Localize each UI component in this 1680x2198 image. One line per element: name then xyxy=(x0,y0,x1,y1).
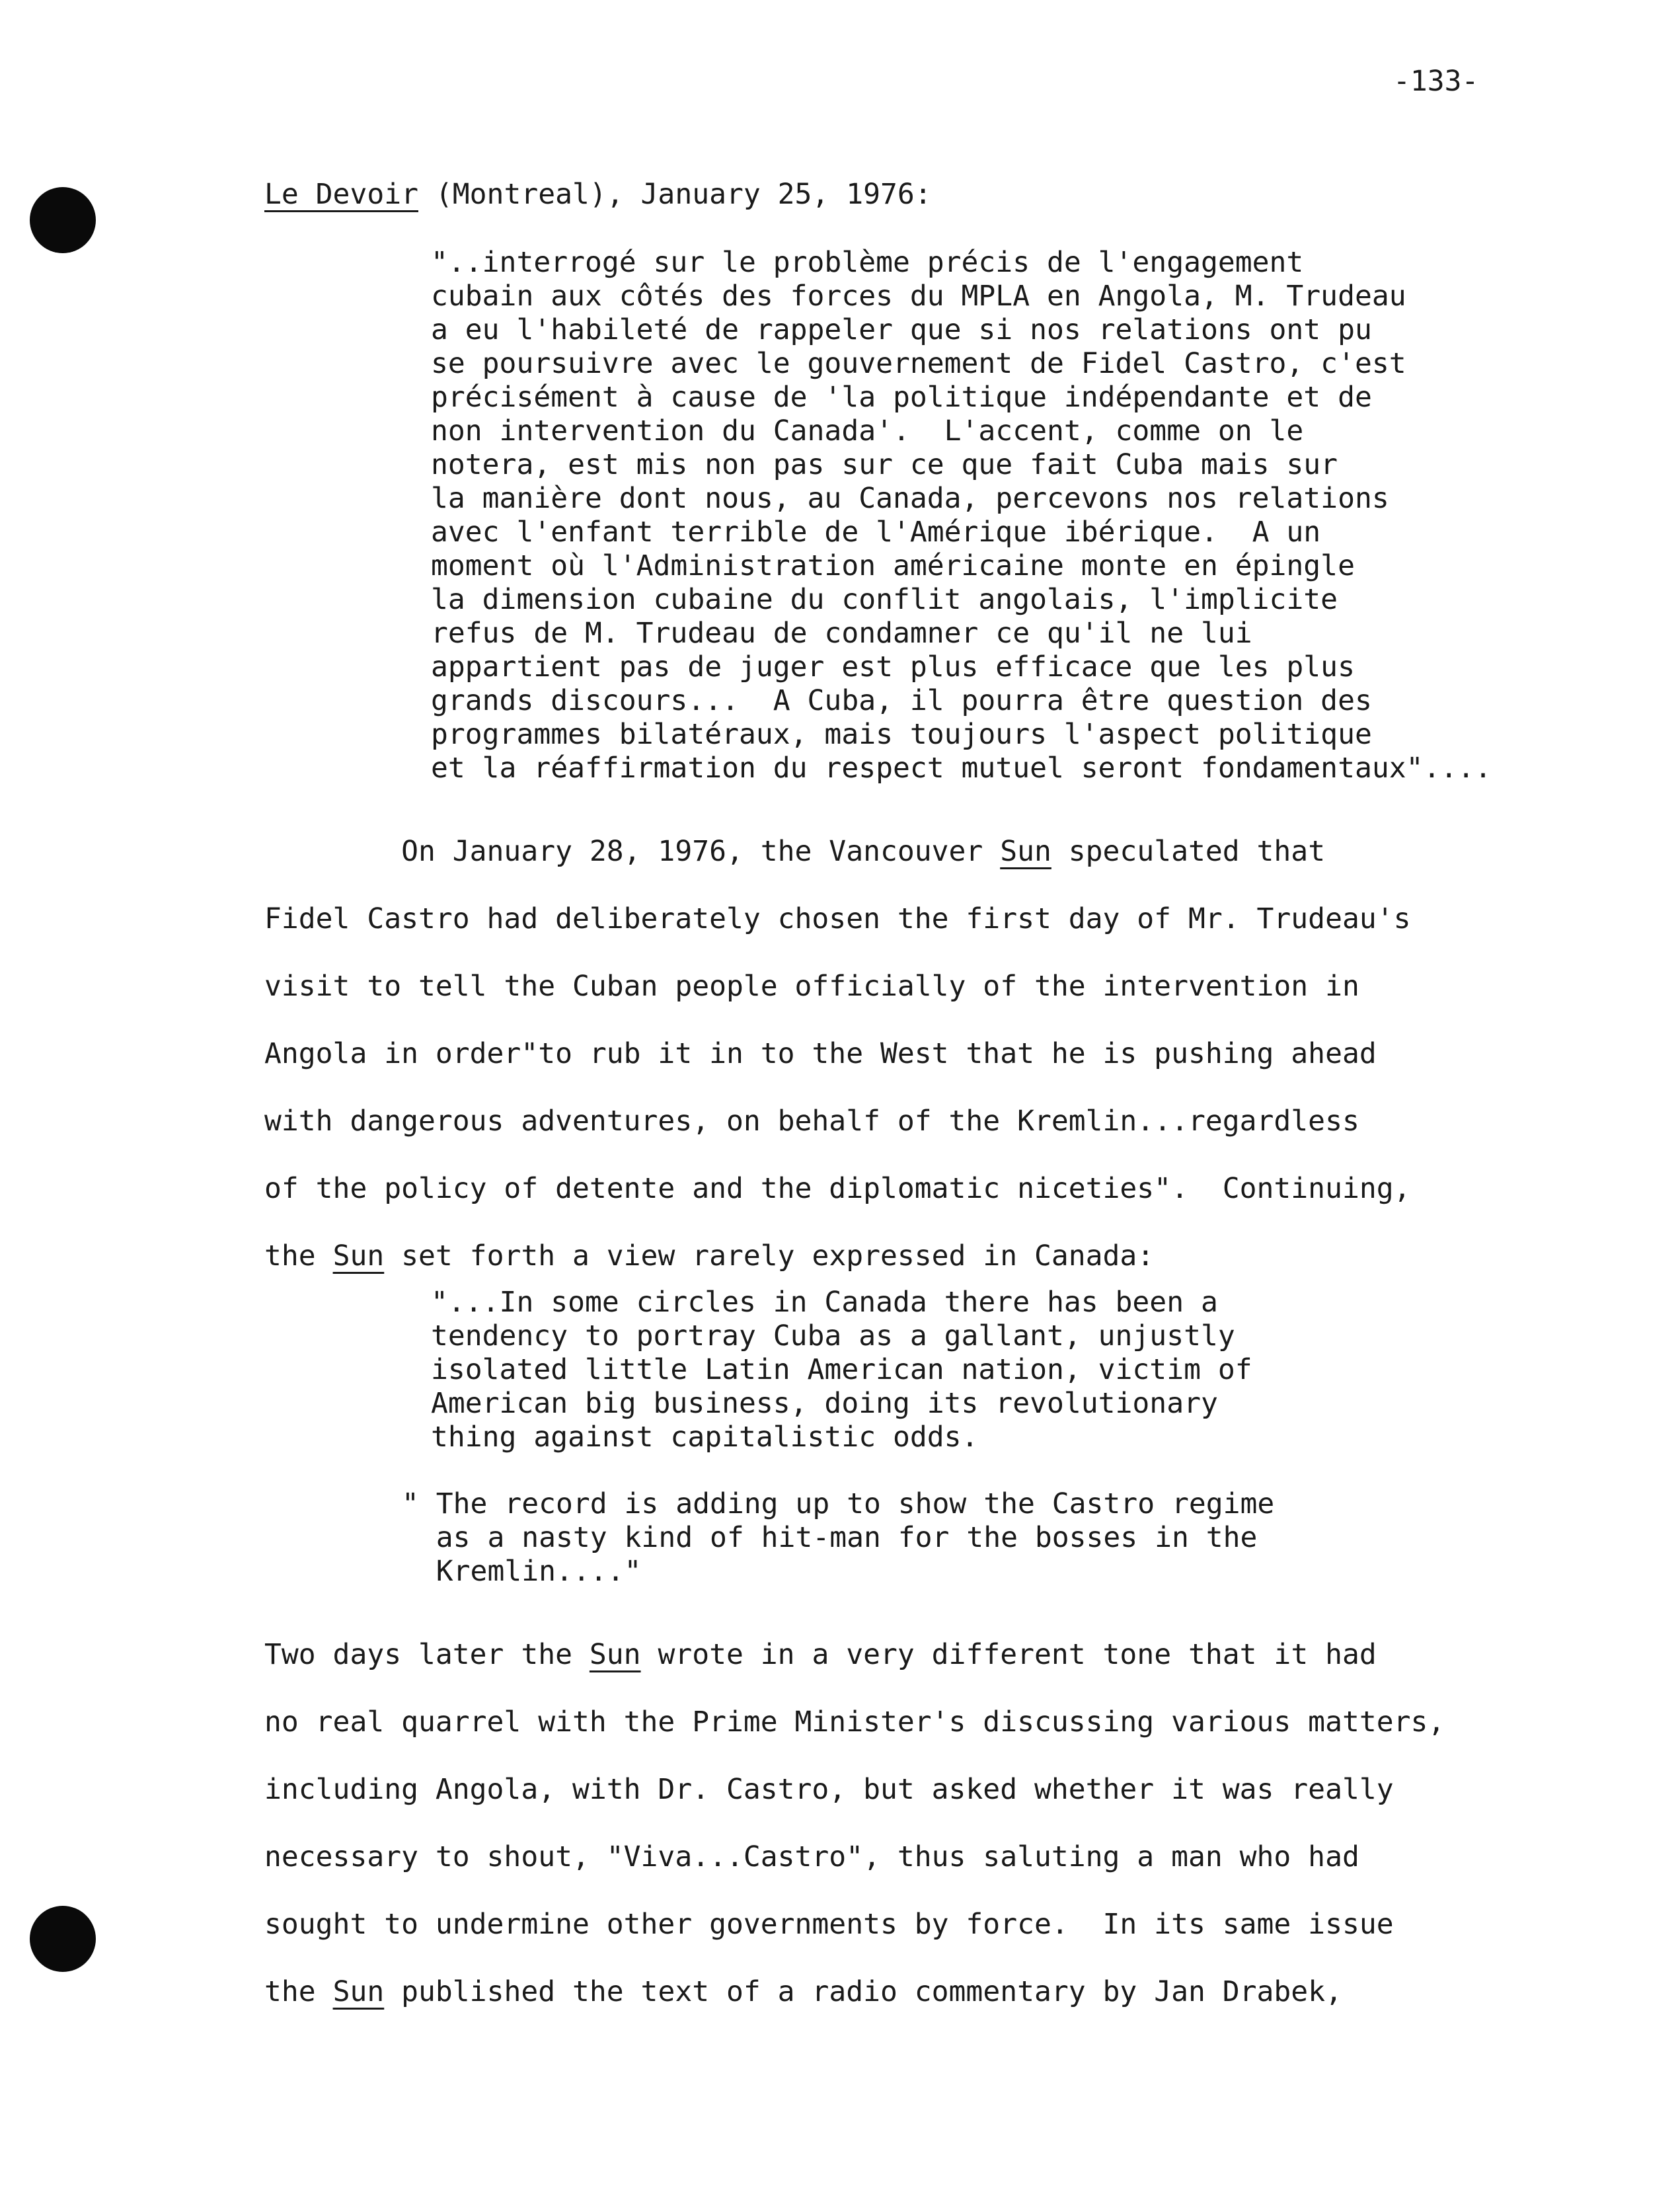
body-text: wrote in a very different tone that it had no real quarrel with the Prime Minister's discussing various matters, including Angola, with Dr. Castro, but asked whether it was really necessary to shout, "Viva...Castro", thus saluting a man who had sought to undermine other governments by force. In its same issue the xyxy=(264,1638,1445,2008)
source-header xyxy=(264,177,932,212)
sun-quotation-1: "...In some circles in Canada there has been a tendency to portray Cuba as a gallant, unjustly isolated little Latin American nation, victim of American big business, doing its revolutionary thing against capitalistic odds. xyxy=(431,1286,1252,1454)
sun-quotation-2: " The record is adding up to show the Castro regime as a nasty kind of hit-man for the bosses in the Kremlin...." xyxy=(402,1487,1275,1588)
french-quotation: "..interrogé sur le problème précis de l'engagement cubain aux côtés des forces du MPLA en Angola, M. Trudeau a eu l'habileté de rappeler que si nos relations ont pu se poursuivre avec le gouvernement de Fidel Castro, c'est précisément à cause de 'la politique indépendante et de non intervention du Canada'. L'accent, comme on le notera, est mis non pas sur ce que fait Cuba mais sur la manière dont nous, au Canada, percevons nos relations avec l'enfant terrible de l'Amérique ibérique. A un moment où l'Administration américaine monte en épingle la dimension cubaine du conflit angolais, l'implicite refus de M. Trudeau de condamner ce qu'il ne lui appartient pas de juger est plus efficace que les plus grands discours... A Cuba, il pourra être question des programmes bilatéraux, mais toujours l'aspect politique et la réaffirmation du respect mutuel seront fondamentaux".... xyxy=(431,246,1492,785)
source-date: (Montreal), January 25, 1976: xyxy=(418,178,932,211)
newspaper-name: Sun xyxy=(589,1638,641,1671)
newspaper-name: Sun xyxy=(332,1239,385,1273)
newspaper-name: Sun xyxy=(332,1975,385,2008)
body-text: published the text of a radio commentary by Jan Drabek, xyxy=(384,1975,1342,2008)
body-paragraph-2 xyxy=(264,1621,1445,2025)
punch-hole-top xyxy=(30,187,96,253)
body-paragraph-1 xyxy=(264,818,1411,1290)
body-text: On January 28, 1976, the Vancouver xyxy=(264,835,1001,868)
body-text: set forth a view rarely expressed in Canada: xyxy=(384,1239,1155,1273)
publication-title: Le Devoir xyxy=(264,178,418,211)
punch-hole-bottom xyxy=(30,1906,96,1972)
body-text: Two days later the xyxy=(264,1638,590,1671)
page-number: -133- xyxy=(1393,65,1479,98)
newspaper-name: Sun xyxy=(1000,835,1051,868)
body-text: speculated that Fidel Castro had deliberately chosen the first day of Mr. Trudeau's visit to tell the Cuban people officially of the intervention in Angola in order"to rub it in to the West that he is pushing ahead with dangerous adventures, on behalf of the Kremlin...regardless of the policy of detente and the diplomatic niceties". Continuing, the xyxy=(264,835,1411,1273)
